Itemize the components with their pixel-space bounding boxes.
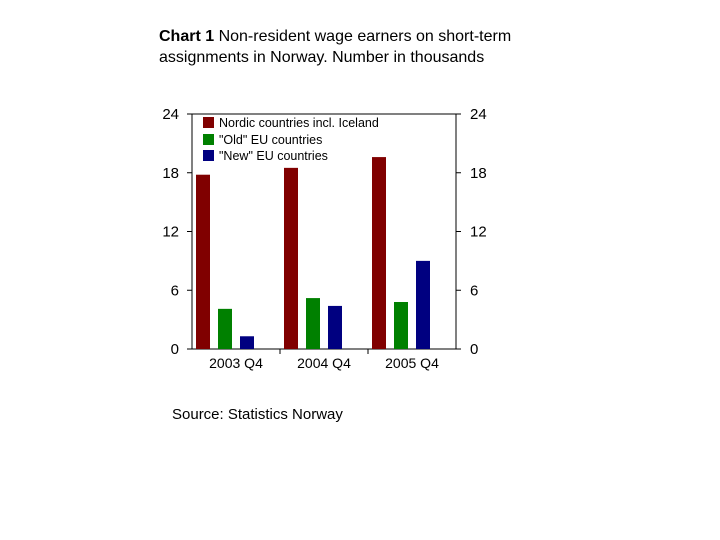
y-tick-label-left: 6 <box>170 282 179 300</box>
y-tick-label-right: 24 <box>470 106 487 123</box>
x-category-label: 2003 Q4 <box>209 355 263 371</box>
y-tick-label-left: 12 <box>162 223 179 241</box>
bar-nordic-0 <box>196 175 210 349</box>
legend-label-0: Nordic countries incl. Iceland <box>219 116 379 130</box>
chart-axes <box>162 106 486 371</box>
chart-legend <box>203 116 379 163</box>
bar-new-eu-1 <box>328 306 342 349</box>
y-tick-label-right: 12 <box>470 223 487 241</box>
bar-old-eu-2 <box>394 302 408 349</box>
chart-title-prefix: Chart 1 <box>159 28 215 45</box>
bar-old-eu-0 <box>218 309 232 349</box>
legend-swatch-2 <box>203 150 214 161</box>
legend-swatch-0 <box>203 117 214 128</box>
bar-new-eu-0 <box>240 336 254 349</box>
y-tick-label-left: 0 <box>170 341 179 358</box>
source-note: Source: Statistics Norway <box>172 406 343 423</box>
legend-label-2: "New" EU countries <box>219 149 328 163</box>
y-tick-label-left: 24 <box>162 106 179 123</box>
x-category-label: 2005 Q4 <box>385 355 439 371</box>
bar-new-eu-2 <box>416 261 430 349</box>
y-tick-label-left: 18 <box>162 164 179 182</box>
x-category-label: 2004 Q4 <box>297 355 351 371</box>
bar-old-eu-1 <box>306 298 320 349</box>
legend-label-1: "Old" EU countries <box>219 133 323 147</box>
chart-bars <box>196 157 430 349</box>
chart-title-text: Non-resident wage earners on short-term assignments in Norway. Number in thousands <box>159 28 512 66</box>
y-tick-label-right: 0 <box>470 341 479 358</box>
y-tick-label-right: 6 <box>470 282 479 300</box>
bar-nordic-1 <box>284 168 298 349</box>
legend-swatch-1 <box>203 134 214 145</box>
y-tick-label-right: 18 <box>470 164 487 182</box>
bar-nordic-2 <box>372 157 386 349</box>
